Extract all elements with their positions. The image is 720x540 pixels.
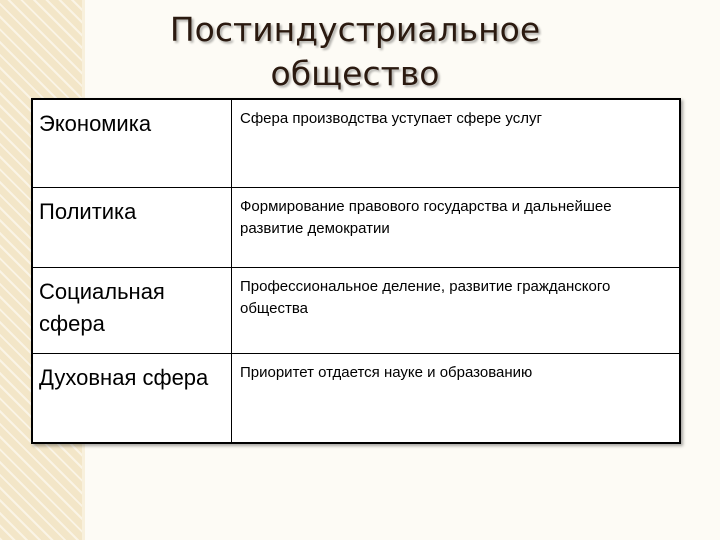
sphere-cell: Политика (32, 187, 232, 267)
description-cell: Формирование правового государства и дальнейшее развитие демократии (232, 187, 681, 267)
sphere-cell: Социальная сфера (32, 267, 232, 353)
table-row (32, 353, 680, 443)
slide-title: Постиндустриальное общество (169, 10, 541, 93)
description-cell: Приоритет отдается науке и образованию (232, 353, 681, 443)
description-cell: Профессиональное деление, развитие гражданского общества (232, 267, 681, 353)
comparison-table (31, 98, 681, 444)
table-row (32, 267, 680, 353)
sphere-cell: Духовная сфера (32, 353, 232, 443)
sphere-cell: Экономика (32, 99, 232, 187)
description-cell: Сфера производства уступает сфере услуг (232, 99, 681, 187)
table-row (32, 99, 680, 187)
table-row (32, 187, 680, 267)
